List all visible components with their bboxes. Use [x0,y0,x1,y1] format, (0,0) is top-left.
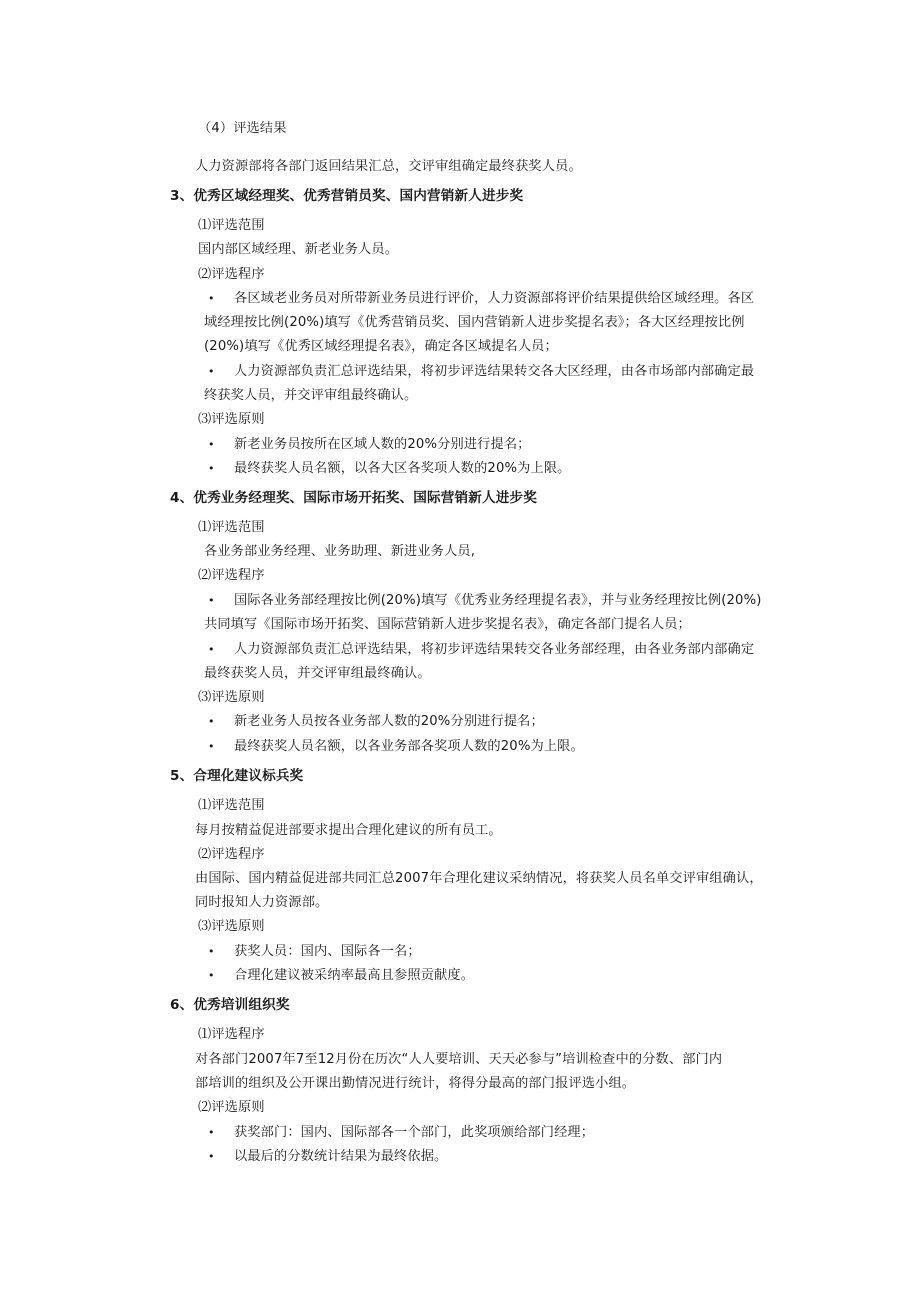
paragraph: 各业务部业务经理、业务助理、新进业务人员, [204,544,476,559]
bullet: • [208,1150,215,1163]
subsection-label: ⑶评选原则 [198,690,265,705]
list-item-line: 人力资源部负责汇总评选结果，将初步评选结果转交各业务部经理，由各业务部内部确定 [234,642,755,657]
section-title: 6、优秀培训组织奖 [170,997,290,1013]
subsection-heading: （4）评选结果 [198,121,287,136]
list-item-line: 终获奖人员，并交评审组最终确认。 [204,388,418,403]
section-title: 3、优秀区域经理奖、优秀营销员奖、国内营销新人进步奖 [170,188,524,204]
bullet: • [208,1126,215,1139]
list-item-line: 各区域老业务员对所带新业务员进行评价，人力资源部将评价结果提供给区域经理。各区 [234,291,755,306]
paragraph-line: 部培训的组织及公开课出勤情况进行统计，将得分最高的部门报评选小组。 [195,1076,636,1091]
paragraph: 国内部区域经理、新老业务人员。 [198,242,399,257]
list-item: 新老业务员按所在区域人数的20%分别进行提名； [234,437,531,452]
list-item: 最终获奖人员名额，以各大区各奖项人数的20%为上限。 [234,461,571,476]
subsection-label: ⑴评选范围 [198,798,265,813]
section-title: 4、优秀业务经理奖、国际市场开拓奖、国际营销新人进步奖 [170,490,537,506]
bullet: • [208,715,215,728]
paragraph-line: 由国际、国内精益促进部共同汇总2007年合理化建议采纳情况，将获奖人员名单交评审组确认， [195,871,763,886]
bullet: • [208,945,215,958]
subsection-label: ⑴评选范围 [198,218,265,233]
subsection-label: ⑵评选程序 [198,267,265,282]
list-item-line: 共同填写《国际市场开拓奖、国际营销新人进步奖提名表》，确定各部门提名人员； [204,617,691,632]
bullet: • [208,292,215,305]
subsection-label: ⑵评选程序 [198,568,265,583]
subsection-label: ⑴评选程序 [198,1027,265,1042]
list-item-line: (20%)填写《优秀区域经理提名表》，确定各区域提名人员； [204,339,558,354]
list-item: 以最后的分数统计结果为最终依据。 [234,1149,448,1164]
bullet: • [208,969,215,982]
bullet: • [208,740,215,753]
list-item: 最终获奖人员名额，以各业务部各奖项人数的20%为上限。 [234,739,584,754]
list-item: 获奖人员：国内、国际各一名； [234,944,421,959]
paragraph-line: 同时报知人力资源部。 [195,895,329,910]
subsection-label: ⑴评选范围 [198,520,265,535]
paragraph-line: 对各部门2007年7至12月份在历次“人人要培训、天天必参与”培训检查中的分数、部门内 [195,1052,723,1067]
subsection-label: ⑵评选程序 [198,847,265,862]
subsection-label: ⑶评选原则 [198,919,265,934]
subsection-label: ⑵评选原则 [198,1100,265,1115]
list-item: 合理化建议被采纳率最高且参照贡献度。 [234,968,475,983]
list-item: 获奖部门：国内、国际部各一个部门，此奖项颁给部门经理； [234,1125,595,1140]
bullet: • [208,643,215,656]
list-item-line: 域经理按比例(20%)填写《优秀营销员奖、国内营销新人进步奖提名表》；各大区经理按比例 [204,315,745,330]
section-title: 5、合理化建议标兵奖 [170,768,304,784]
paragraph: 每月按精益促进部要求提出合理化建议的所有员工。 [195,823,502,838]
bullet: • [208,594,215,607]
subsection-label: ⑶评选原则 [198,412,265,427]
bullet: • [208,462,215,475]
paragraph: 人力资源部将各部门返回结果汇总，交评审组确定最终获奖人员。 [195,159,582,174]
list-item-line: 最终获奖人员，并交评审组最终确认。 [204,666,431,681]
list-item-line: 国际各业务部经理按比例(20%)填写《优秀业务经理提名表》，并与业务经理按比例(20%) [234,593,762,608]
bullet: • [208,365,215,378]
list-item-line: 人力资源部负责汇总评选结果，将初步评选结果转交各大区经理，由各市场部内部确定最 [234,364,755,379]
bullet: • [208,438,215,451]
list-item: 新老业务人员按各业务部人数的20%分别进行提名； [234,714,544,729]
